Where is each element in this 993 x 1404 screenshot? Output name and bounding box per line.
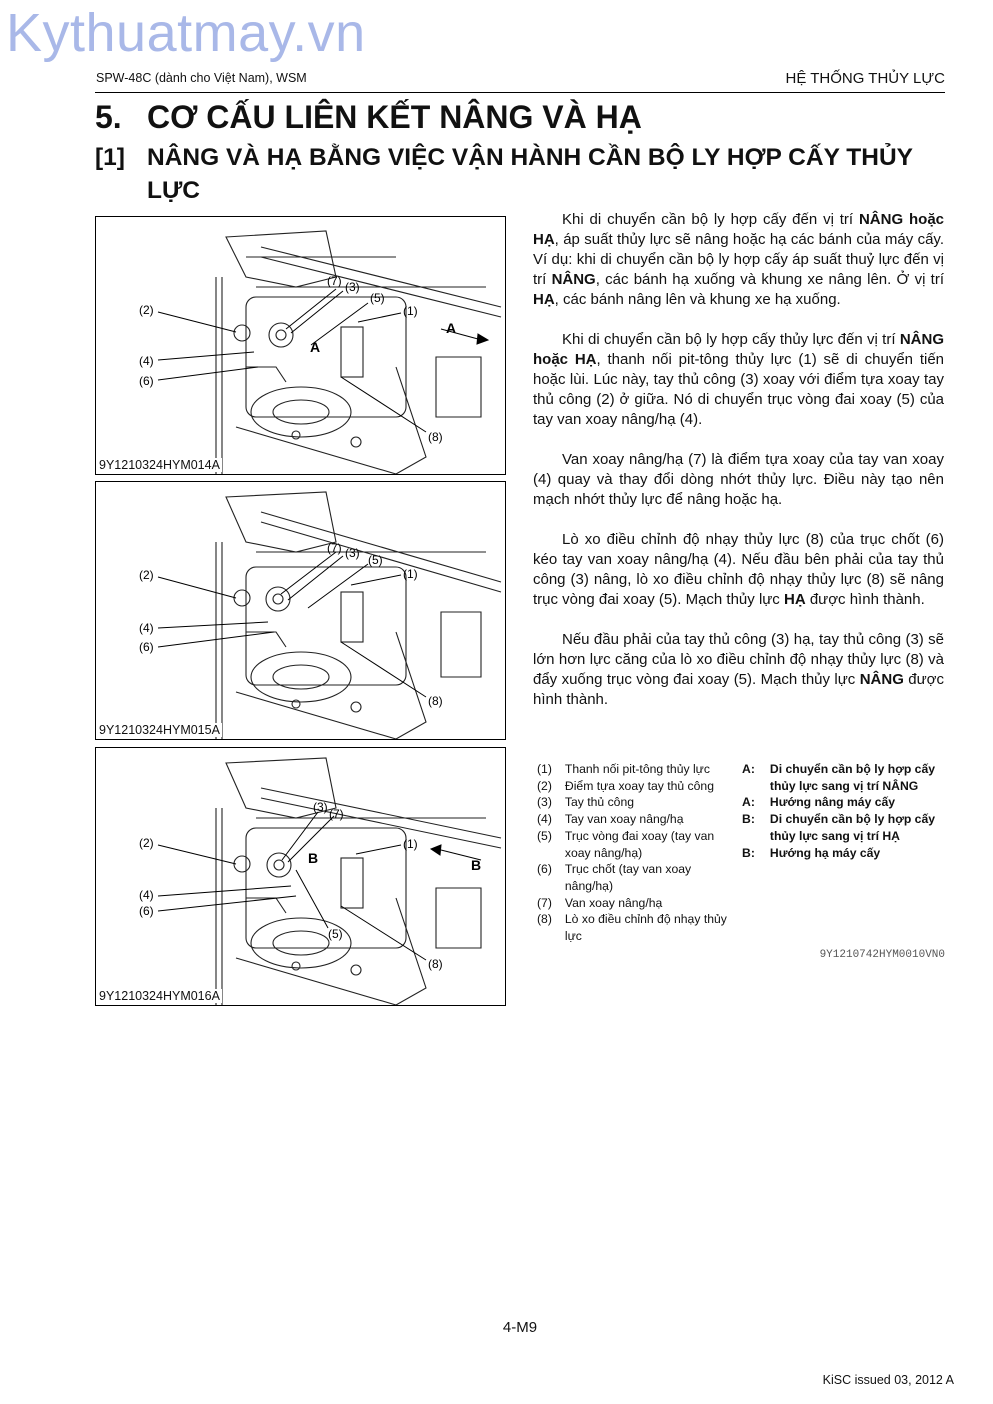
item-number: (8) bbox=[537, 912, 552, 927]
item-number: (3) bbox=[537, 795, 552, 810]
item-text: Điểm tựa xoay tay thủ công bbox=[564, 778, 714, 793]
item-number: (7) bbox=[537, 895, 552, 910]
text-run: Van xoay nâng/hạ (7) là điểm tựa xoay của tay van xoay (4) quay và thay đổi dòng nhớt thủy lực. Điều này tạo nên mạch nhớt thủy lực để nâng hoặc hạ. bbox=[533, 451, 944, 508]
watermark: Kythuatmay.vn bbox=[6, 3, 366, 63]
item-number: (2) bbox=[537, 778, 552, 793]
text-run: được hình thành. bbox=[805, 591, 925, 608]
text-run: được hình thành. bbox=[533, 671, 944, 708]
item-key: A: bbox=[742, 762, 755, 776]
item-number: (4) bbox=[537, 812, 552, 827]
callout-6: (6) bbox=[139, 374, 154, 388]
item-text: Hướng hạ máy cấy bbox=[769, 845, 881, 860]
subsection-number: [1] bbox=[95, 144, 125, 171]
figure-lift-position bbox=[95, 216, 506, 475]
direction-arrow-label: B bbox=[471, 857, 482, 873]
text-run: Nếu đầu phải của tay thủ công (3) hạ, tay thủ công (3) sẽ lớn hơn lực căng của lò xo điều chỉnh độ nhạy thủy lực (8) và đẩy xuống trục vòng đai xoay (5). Mạch thủy lực bbox=[533, 631, 944, 688]
header-chapter-title: HỆ THỐNG THỦY LỰC bbox=[785, 70, 945, 87]
item-text: Tay van xoay nâng/hạ bbox=[564, 812, 684, 827]
subsection-heading bbox=[95, 141, 927, 207]
item-text: Trục chốt (tay van xoay nâng/hạ) bbox=[564, 862, 692, 893]
callout-3: (3) bbox=[313, 800, 328, 814]
item-text: Di chuyển cần bộ ly hợp cấy thủy lực sang vị trí HẠ bbox=[769, 812, 936, 843]
bold-text: NÂNG hoặc HẠ bbox=[533, 331, 944, 368]
callout-1: (1) bbox=[403, 567, 418, 581]
figure-neutral-position bbox=[95, 481, 506, 740]
parts-list bbox=[537, 761, 742, 945]
item-key: B: bbox=[742, 845, 755, 860]
callout-5: (5) bbox=[328, 927, 343, 941]
figure-code: 9Y1210324HYM015A bbox=[99, 723, 220, 737]
item-number: (5) bbox=[537, 828, 552, 843]
callout-2: (2) bbox=[139, 836, 154, 850]
list-item bbox=[537, 794, 742, 811]
keys-list bbox=[742, 761, 947, 861]
callout-7: (7) bbox=[327, 274, 342, 288]
list-item bbox=[537, 778, 742, 795]
bold-text: HẠ bbox=[783, 591, 806, 608]
mechanism-illustration bbox=[96, 217, 505, 474]
figure-code: 9Y1210324HYM016A bbox=[99, 989, 220, 1003]
item-key: B: bbox=[742, 812, 755, 827]
list-item bbox=[742, 811, 947, 844]
subsection-title: NÂNG VÀ HẠ BẰNG VIỆC VẬN HÀNH CẦN BỘ LY HỢP CẤY THỦY LỰC bbox=[147, 144, 913, 204]
figure-lower-position bbox=[95, 747, 506, 1006]
figure-code: 9Y1210324HYM014A bbox=[99, 458, 220, 472]
text-run: , áp suất thủy lực sẽ nâng hoặc hạ các bánh của máy cấy. Ví dụ: khi di chuyển cần bộ ly hợp cấy áp suất thuỷ lực đến vị trí bbox=[533, 231, 944, 288]
item-key: A: bbox=[742, 795, 755, 810]
detail-letter: B bbox=[308, 850, 319, 866]
mechanism-illustration bbox=[96, 748, 505, 1005]
item-text: Lò xo điều chỉnh độ nhạy thủy lực bbox=[564, 912, 727, 944]
text-run: , thanh nối pit-tông thủy lực (1) sẽ di chuyển tiến hoặc lùi. Lúc này, tay thủ công (3) xoay với điểm tựa xoay tay thủ công (2) ở giữa. Nó di chuyển trục vòng đai xoay (5) của tay van xoay nâng/hạ (4). bbox=[533, 351, 945, 428]
callout-3: (3) bbox=[345, 546, 360, 560]
parts-legend bbox=[537, 761, 947, 945]
callout-5: (5) bbox=[368, 553, 383, 567]
callout-7: (7) bbox=[327, 541, 342, 555]
item-text: Van xoay nâng/hạ bbox=[564, 895, 663, 910]
list-item bbox=[742, 794, 947, 811]
list-item bbox=[537, 861, 742, 894]
callout-7: (7) bbox=[329, 807, 344, 821]
paragraph bbox=[533, 530, 944, 610]
callout-8: (8) bbox=[428, 430, 443, 444]
section-heading bbox=[95, 99, 642, 136]
item-text: Tay thủ công bbox=[564, 795, 635, 810]
bold-text: HẠ bbox=[533, 291, 555, 308]
paragraph bbox=[533, 330, 944, 430]
section-title: CƠ CẤU LIÊN KẾT NÂNG VÀ HẠ bbox=[147, 99, 642, 135]
direction-arrow-label: A bbox=[446, 320, 457, 336]
text-run: , các bánh hạ xuống và khung xe nâng lên. Ở vị trí bbox=[595, 271, 945, 288]
mechanism-illustration bbox=[96, 482, 505, 739]
header-manual-title: SPW-48C (dành cho Việt Nam), WSM bbox=[96, 71, 307, 85]
item-number: (6) bbox=[537, 862, 552, 877]
detail-letter: A bbox=[310, 339, 321, 355]
list-item bbox=[537, 811, 742, 828]
list-item bbox=[537, 761, 742, 778]
bold-text: NÂNG bbox=[859, 671, 904, 688]
callout-3: (3) bbox=[345, 280, 360, 294]
reference-code: 9Y1210742HYM0010VN0 bbox=[819, 949, 945, 961]
callout-6: (6) bbox=[139, 904, 154, 918]
paragraph bbox=[533, 450, 944, 510]
issue-info: KiSC issued 03, 2012 A bbox=[822, 1373, 954, 1387]
item-text: Trục vòng đai xoay (tay van xoay nâng/hạ) bbox=[564, 828, 715, 860]
callout-8: (8) bbox=[428, 694, 443, 708]
list-item bbox=[537, 911, 742, 944]
body-text bbox=[533, 210, 944, 730]
header-rule bbox=[95, 92, 945, 93]
section-number: 5. bbox=[95, 99, 122, 135]
callout-2: (2) bbox=[139, 568, 154, 582]
callout-4: (4) bbox=[139, 888, 154, 902]
item-text: Thanh nối pit-tông thủy lực bbox=[564, 762, 710, 776]
item-text: Di chuyển cần bộ ly hợp cấy thủy lực sang vị trí NÂNG bbox=[769, 762, 936, 793]
item-number: (1) bbox=[537, 762, 552, 776]
callout-1: (1) bbox=[403, 837, 418, 851]
list-item bbox=[537, 828, 742, 861]
list-item bbox=[742, 845, 947, 862]
bold-text: NÂNG hoặc HẠ bbox=[533, 211, 945, 248]
callout-1: (1) bbox=[403, 304, 418, 318]
callout-8: (8) bbox=[428, 957, 443, 971]
callout-6: (6) bbox=[139, 640, 154, 654]
text-run: Khi di chuyển cần bộ ly hợp cấy thủy lực đến vị trí bbox=[562, 331, 900, 348]
bold-text: NÂNG bbox=[551, 271, 596, 288]
callout-5: (5) bbox=[370, 291, 385, 305]
list-item bbox=[537, 895, 742, 912]
callout-4: (4) bbox=[139, 354, 154, 368]
callout-2: (2) bbox=[139, 303, 154, 317]
text-run: Lò xo điều chỉnh độ nhạy thủy lực (8) của trục chốt (6) kéo tay van xoay nâng/hạ (4). Nếu đầu bên phải của tay thủ công (3) nâng, lò xo điều chỉnh độ nhạy thủy lực (8) sẽ nâng trục vòng đai xoay (5). Mạch thủy lực bbox=[533, 531, 944, 608]
text-run: Khi di chuyển cần bộ ly hợp cấy đến vị trí bbox=[562, 211, 859, 228]
page-number: 4-M9 bbox=[502, 1319, 538, 1336]
item-text: Hướng nâng máy cấy bbox=[769, 795, 896, 810]
paragraph bbox=[533, 630, 944, 710]
callout-4: (4) bbox=[139, 621, 154, 635]
paragraph bbox=[533, 210, 944, 310]
list-item bbox=[742, 761, 947, 794]
text-run: , các bánh nâng lên và khung xe hạ xuống. bbox=[554, 291, 841, 308]
